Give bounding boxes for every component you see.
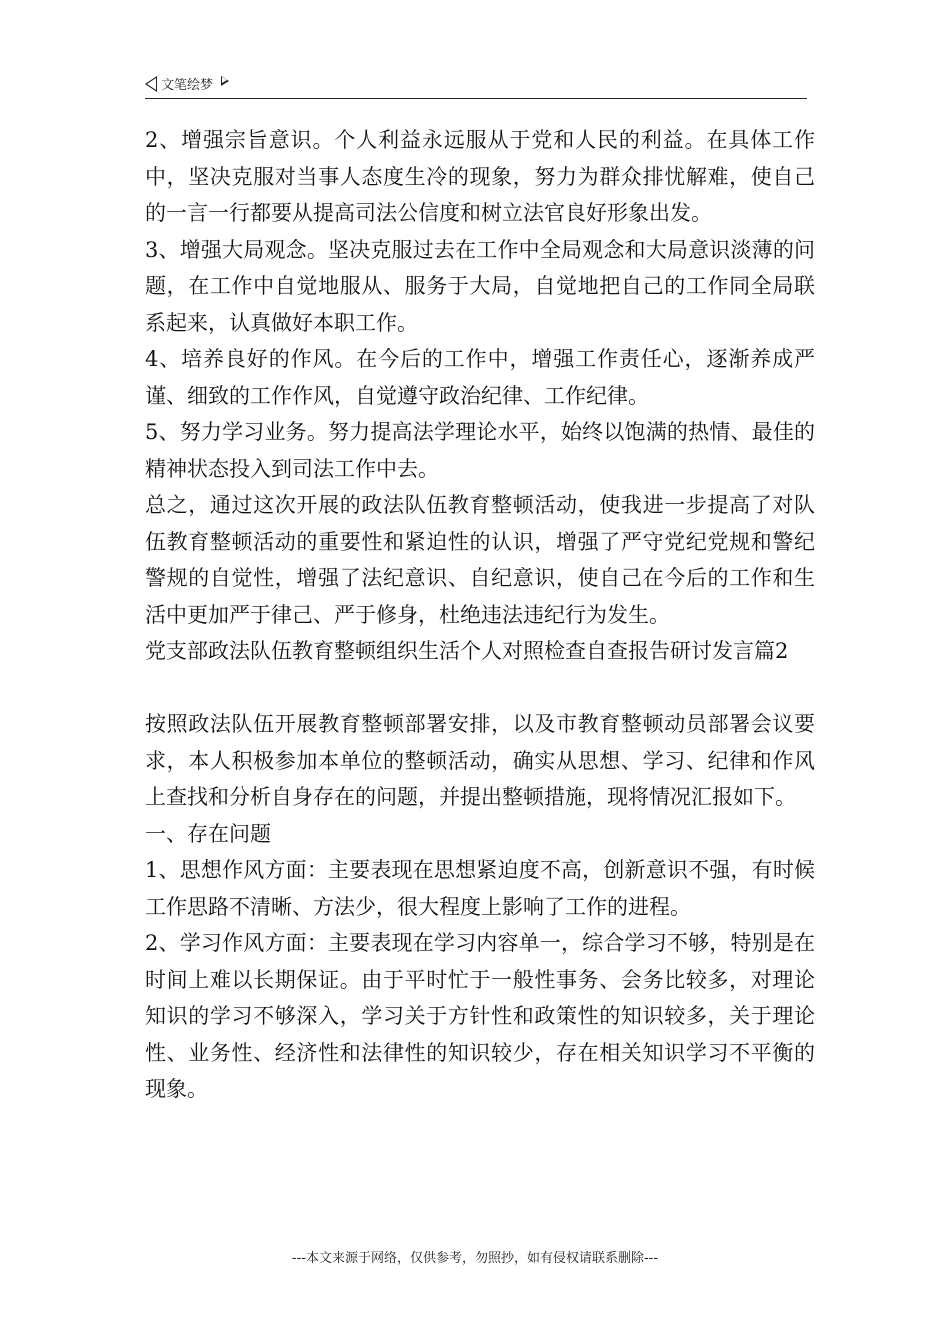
paragraph-point-5: 5、努力学习业务。努力提高法学理论水平，始终以饱满的热情、最佳的精神状态投入到司法工作中去。 [145,420,815,481]
paragraph-study-style: 2、学习作风方面：主要表现在学习内容单一，综合学习不够，特别是在时间上难以长期保证。由于平时忙于一般性事务、会务比较多，对理论知识的学习不够深入，学习关于方针性和政策性的知识较多，关于理论性、业务性、经济性和法律性的知识较少，存在相关知识学习不平衡的现象。 [145,931,815,1101]
paragraph-point-2: 2、增强宗旨意识。个人利益永远服从于党和人民的利益。在具体工作中，坚决克服对当事人态度生冷的现象，努力为群众排忧解难，使自己的一言一行都要从提高司法公信度和树立法官良好形象出发。 [145,128,815,225]
section-title: 党支部政法队伍教育整顿组织生活个人对照检查自查报告研讨发言篇2 [145,639,789,663]
header-title: 文笔绘梦 [161,78,214,93]
heading-existing-problems: 一、存在问题 [145,821,271,846]
paragraph-summary: 总之，通过这次开展的政法队伍教育整顿活动，使我进一步提高了对队伍教育整顿活动的重要性和紧迫性的认识，增强了严守党纪党规和警纪警规的自觉性，增强了法纪意识、自纪意识，使自己在今后的工作和生活中更加严于律己、严于修身，杜绝违法违纪行为发生。 [145,493,815,627]
paragraph-point-3: 3、增强大局观念。坚决克服过去在工作中全局观念和大局意识淡薄的问题，在工作中自觉地服从、服务于大局，自觉地把自己的工作同全局联系起来，认真做好本职工作。 [145,237,815,335]
page-header [145,72,807,99]
blank-line [145,670,815,707]
paragraph-thought-style: 1、思想作风方面：主要表现在思想紧迫度不高，创新意识不强，有时候工作思路不清晰、方法少，很大程度上影响了工作的进程。 [145,858,815,919]
triangle-right-icon [221,76,229,86]
triangle-left-icon [145,76,157,92]
header-brand [145,74,229,93]
paragraph-intro: 按照政法队伍开展教育整顿部署安排，以及市教育整顿动员部署会议要求，本人积极参加本单位的整顿活动，确实从思想、学习、纪律和作风上查找和分析自身存在的问题，并提出整顿措施，现将情况汇报如下。 [145,712,815,809]
document-body [145,122,815,1108]
page-footer: ---本文来源于网络，仅供参考，勿照抄，如有侵权请联系删除--- [291,1251,659,1266]
paragraph-point-4: 4、培养良好的作风。在今后的工作中，增强工作责任心，逐渐养成严谨、细致的工作作风，自觉遵守政治纪律、工作纪律。 [145,347,815,408]
